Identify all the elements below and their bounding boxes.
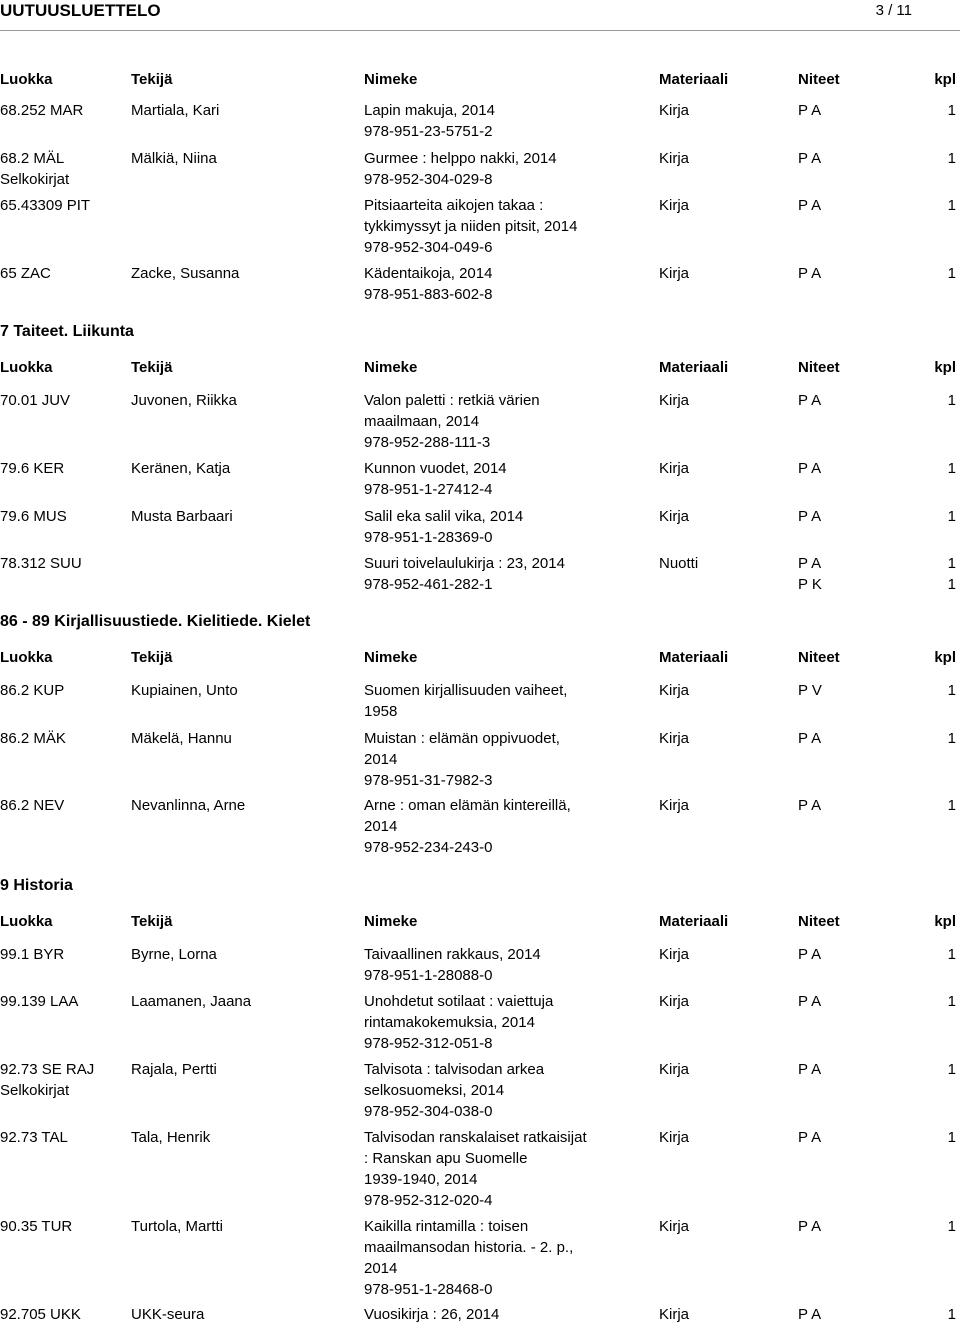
entry-count: 1 [947, 576, 956, 593]
entry-title: selkosuomeksi, 2014 [364, 1082, 505, 1099]
column-header-niteet: Niteet [798, 649, 840, 666]
section-title: 86 - 89 Kirjallisuustiede. Kielitiede. Kielet [0, 613, 311, 630]
entry-count: 1 [947, 1306, 956, 1323]
entry-class: 99.139 LAA [0, 993, 79, 1010]
entry-title: Suomen kirjallisuuden vaiheet, [364, 682, 568, 699]
entry-title: 2014 [364, 818, 398, 835]
entry-author: Keränen, Katja [131, 460, 231, 477]
column-header-luokka: Luokka [0, 71, 53, 88]
entry-title: Taivaallinen rakkaus, 2014 [364, 946, 541, 963]
entry-title: Talvisodan ranskalaiset ratkaisijat [364, 1129, 587, 1146]
entry-material: Kirja [659, 1129, 690, 1146]
entry-title: 978-951-1-28369-0 [364, 529, 493, 546]
entry-class: 86.2 KUP [0, 682, 65, 699]
entry-copies: P A [798, 555, 822, 572]
entry-copies: P A [798, 1061, 822, 1078]
entry-material: Kirja [659, 150, 690, 167]
entry-author: Juvonen, Riikka [131, 392, 237, 409]
entry-title: Vuosikirja : 26, 2014 [364, 1306, 500, 1323]
entry-author: Byrne, Lorna [131, 946, 217, 963]
column-header-niteet: Niteet [798, 359, 840, 376]
entry-material: Kirja [659, 1306, 690, 1323]
entry-count: 1 [947, 946, 956, 963]
column-header-nimeke: Nimeke [364, 359, 418, 376]
entry-material: Kirja [659, 102, 690, 119]
entry-count: 1 [947, 797, 956, 814]
entry-author: Mäkelä, Hannu [131, 730, 232, 747]
entry-title: : Ranskan apu Suomelle [364, 1150, 528, 1167]
column-header-kpl: kpl [934, 649, 956, 666]
entry-author: Laamanen, Jaana [131, 993, 252, 1010]
entry-copies: P A [798, 1218, 822, 1235]
section-title: 7 Taiteet. Liikunta [0, 323, 134, 340]
entry-copies: P A [798, 946, 822, 963]
column-header-kpl: kpl [934, 359, 956, 376]
entry-material: Kirja [659, 265, 690, 282]
column-header-materiaali: Materiaali [659, 913, 729, 930]
entry-copies: P A [798, 150, 822, 167]
column-header-tekija: Tekijä [131, 649, 173, 666]
entry-count: 1 [947, 197, 956, 214]
entry-title: 1958 [364, 703, 398, 720]
entry-title: maailmaan, 2014 [364, 413, 480, 430]
entry-title: 978-952-312-020-4 [364, 1192, 493, 1209]
entry-count: 1 [947, 993, 956, 1010]
entry-count: 1 [947, 392, 956, 409]
entry-material: Kirja [659, 460, 690, 477]
entry-material: Kirja [659, 197, 690, 214]
entry-title: Unohdetut sotilaat : vaiettuja [364, 993, 554, 1010]
entry-class: Selkokirjat [0, 171, 70, 188]
entry-count: 1 [947, 1218, 956, 1235]
entry-title: Lapin makuja, 2014 [364, 102, 495, 119]
entry-copies: P A [798, 993, 822, 1010]
entry-class: 70.01 JUV [0, 392, 71, 409]
entry-title: 978-952-304-049-6 [364, 239, 493, 256]
entry-title: maailmansodan historia. - 2. p., [364, 1239, 574, 1256]
entry-material: Kirja [659, 392, 690, 409]
entry-title: 1939-1940, 2014 [364, 1171, 478, 1188]
entry-title: 978-952-461-282-1 [364, 576, 493, 593]
column-header-tekija: Tekijä [131, 359, 173, 376]
entry-class: 65.43309 PIT [0, 197, 91, 214]
column-header-kpl: kpl [934, 913, 956, 930]
entry-title: rintamakokemuksia, 2014 [364, 1014, 535, 1031]
entry-copies: P A [798, 392, 822, 409]
column-header-luokka: Luokka [0, 649, 53, 666]
entry-copies: P A [798, 1306, 822, 1323]
column-header-materiaali: Materiaali [659, 71, 729, 88]
entry-author: Mälkiä, Niina [131, 150, 217, 167]
entry-copies: P A [798, 197, 822, 214]
entry-title: 978-951-1-27412-4 [364, 481, 493, 498]
entry-count: 1 [947, 508, 956, 525]
entry-class: Selkokirjat [0, 1082, 70, 1099]
entry-class: 78.312 SUU [0, 555, 82, 572]
column-header-materiaali: Materiaali [659, 649, 729, 666]
entry-author: Musta Barbaari [131, 508, 233, 525]
column-header-luokka: Luokka [0, 359, 53, 376]
entry-class: 92.73 TAL [0, 1129, 68, 1146]
entry-title: 978-951-883-602-8 [364, 286, 493, 303]
entry-title: Muistan : elämän oppivuodet, [364, 730, 560, 747]
entry-title: Pitsiaarteita aikojen takaa : [364, 197, 544, 214]
entry-class: 92.73 SE RAJ [0, 1061, 95, 1078]
entry-material: Kirja [659, 797, 690, 814]
entry-title: Salil eka salil vika, 2014 [364, 508, 524, 525]
entry-class: 68.252 MAR [0, 102, 84, 119]
entry-title: 978-952-304-029-8 [364, 171, 493, 188]
entry-material: Kirja [659, 1061, 690, 1078]
entry-title: Kaikilla rintamilla : toisen [364, 1218, 529, 1235]
entry-title: 978-951-31-7982-3 [364, 772, 493, 789]
entry-class: 79.6 KER [0, 460, 65, 477]
entry-title: 2014 [364, 1260, 398, 1277]
entry-copies: P A [798, 1129, 822, 1146]
entry-material: Kirja [659, 946, 690, 963]
entry-copies: P V [798, 682, 822, 699]
entry-title: Valon paletti : retkiä värien [364, 392, 540, 409]
entry-material: Kirja [659, 682, 690, 699]
section-title: 9 Historia [0, 877, 73, 894]
entry-author: Martiala, Kari [131, 102, 220, 119]
entry-class: 79.6 MUS [0, 508, 67, 525]
entry-material: Kirja [659, 508, 690, 525]
entry-material: Nuotti [659, 555, 699, 572]
entry-class: 68.2 MÄL [0, 150, 65, 167]
header-divider [0, 30, 960, 31]
entry-author: Tala, Henrik [131, 1129, 211, 1146]
entry-title: Suuri toivelaulukirja : 23, 2014 [364, 555, 565, 572]
entry-count: 1 [947, 682, 956, 699]
entry-title: tykkimyssyt ja niiden pitsit, 2014 [364, 218, 578, 235]
entry-copies: P A [798, 102, 822, 119]
entry-count: 1 [947, 102, 956, 119]
entry-material: Kirja [659, 730, 690, 747]
column-header-tekija: Tekijä [131, 913, 173, 930]
column-header-nimeke: Nimeke [364, 913, 418, 930]
entry-title: 978-952-304-038-0 [364, 1103, 493, 1120]
entry-title: Kädentaikoja, 2014 [364, 265, 493, 282]
entry-title: 978-951-1-28088-0 [364, 967, 493, 984]
entry-author: Rajala, Pertti [131, 1061, 217, 1078]
entry-count: 1 [947, 730, 956, 747]
entry-copies: P A [798, 730, 822, 747]
entry-count: 1 [947, 460, 956, 477]
column-header-niteet: Niteet [798, 913, 840, 930]
column-header-nimeke: Nimeke [364, 649, 418, 666]
entry-copies: P A [798, 460, 822, 477]
entry-title: Kunnon vuodet, 2014 [364, 460, 507, 477]
entry-class: 65 ZAC [0, 265, 51, 282]
entry-material: Kirja [659, 1218, 690, 1235]
entry-author: Kupiainen, Unto [131, 682, 238, 699]
entry-title: 2014 [364, 751, 398, 768]
page-title: UUTUUSLUETTELO [0, 1, 161, 20]
entry-author: Nevanlinna, Arne [131, 797, 246, 814]
column-header-materiaali: Materiaali [659, 359, 729, 376]
entry-title: Arne : oman elämän kintereillä, [364, 797, 571, 814]
entry-title: 978-952-288-111-3 [364, 434, 491, 451]
entry-count: 1 [947, 555, 956, 572]
entry-title: 978-951-1-28468-0 [364, 1281, 493, 1298]
entry-class: 86.2 MÄK [0, 730, 66, 747]
entry-title: Talvisota : talvisodan arkea [364, 1061, 545, 1078]
page-number: 3 / 11 [875, 2, 912, 19]
entry-title: 978-952-234-243-0 [364, 839, 493, 856]
entry-author: UKK-seura [131, 1306, 205, 1323]
entry-copies: P K [798, 576, 822, 593]
entry-copies: P A [798, 797, 822, 814]
entry-count: 1 [947, 1061, 956, 1078]
entry-author: Turtola, Martti [131, 1218, 223, 1235]
entry-count: 1 [947, 150, 956, 167]
column-header-kpl: kpl [934, 71, 956, 88]
column-header-nimeke: Nimeke [364, 71, 418, 88]
entry-copies: P A [798, 508, 822, 525]
entry-class: 86.2 NEV [0, 797, 65, 814]
entry-material: Kirja [659, 993, 690, 1010]
entry-class: 92.705 UKK [0, 1306, 81, 1323]
entry-title: 978-951-23-5751-2 [364, 123, 493, 140]
entry-class: 90.35 TUR [0, 1218, 73, 1235]
entry-copies: P A [798, 265, 822, 282]
entry-author: Zacke, Susanna [131, 265, 240, 282]
column-header-luokka: Luokka [0, 913, 53, 930]
entry-title: Gurmee : helppo nakki, 2014 [364, 150, 557, 167]
entry-title: 978-952-312-051-8 [364, 1035, 493, 1052]
entry-count: 1 [947, 265, 956, 282]
entry-count: 1 [947, 1129, 956, 1146]
column-header-niteet: Niteet [798, 71, 840, 88]
column-header-tekija: Tekijä [131, 71, 173, 88]
entry-class: 99.1 BYR [0, 946, 65, 963]
